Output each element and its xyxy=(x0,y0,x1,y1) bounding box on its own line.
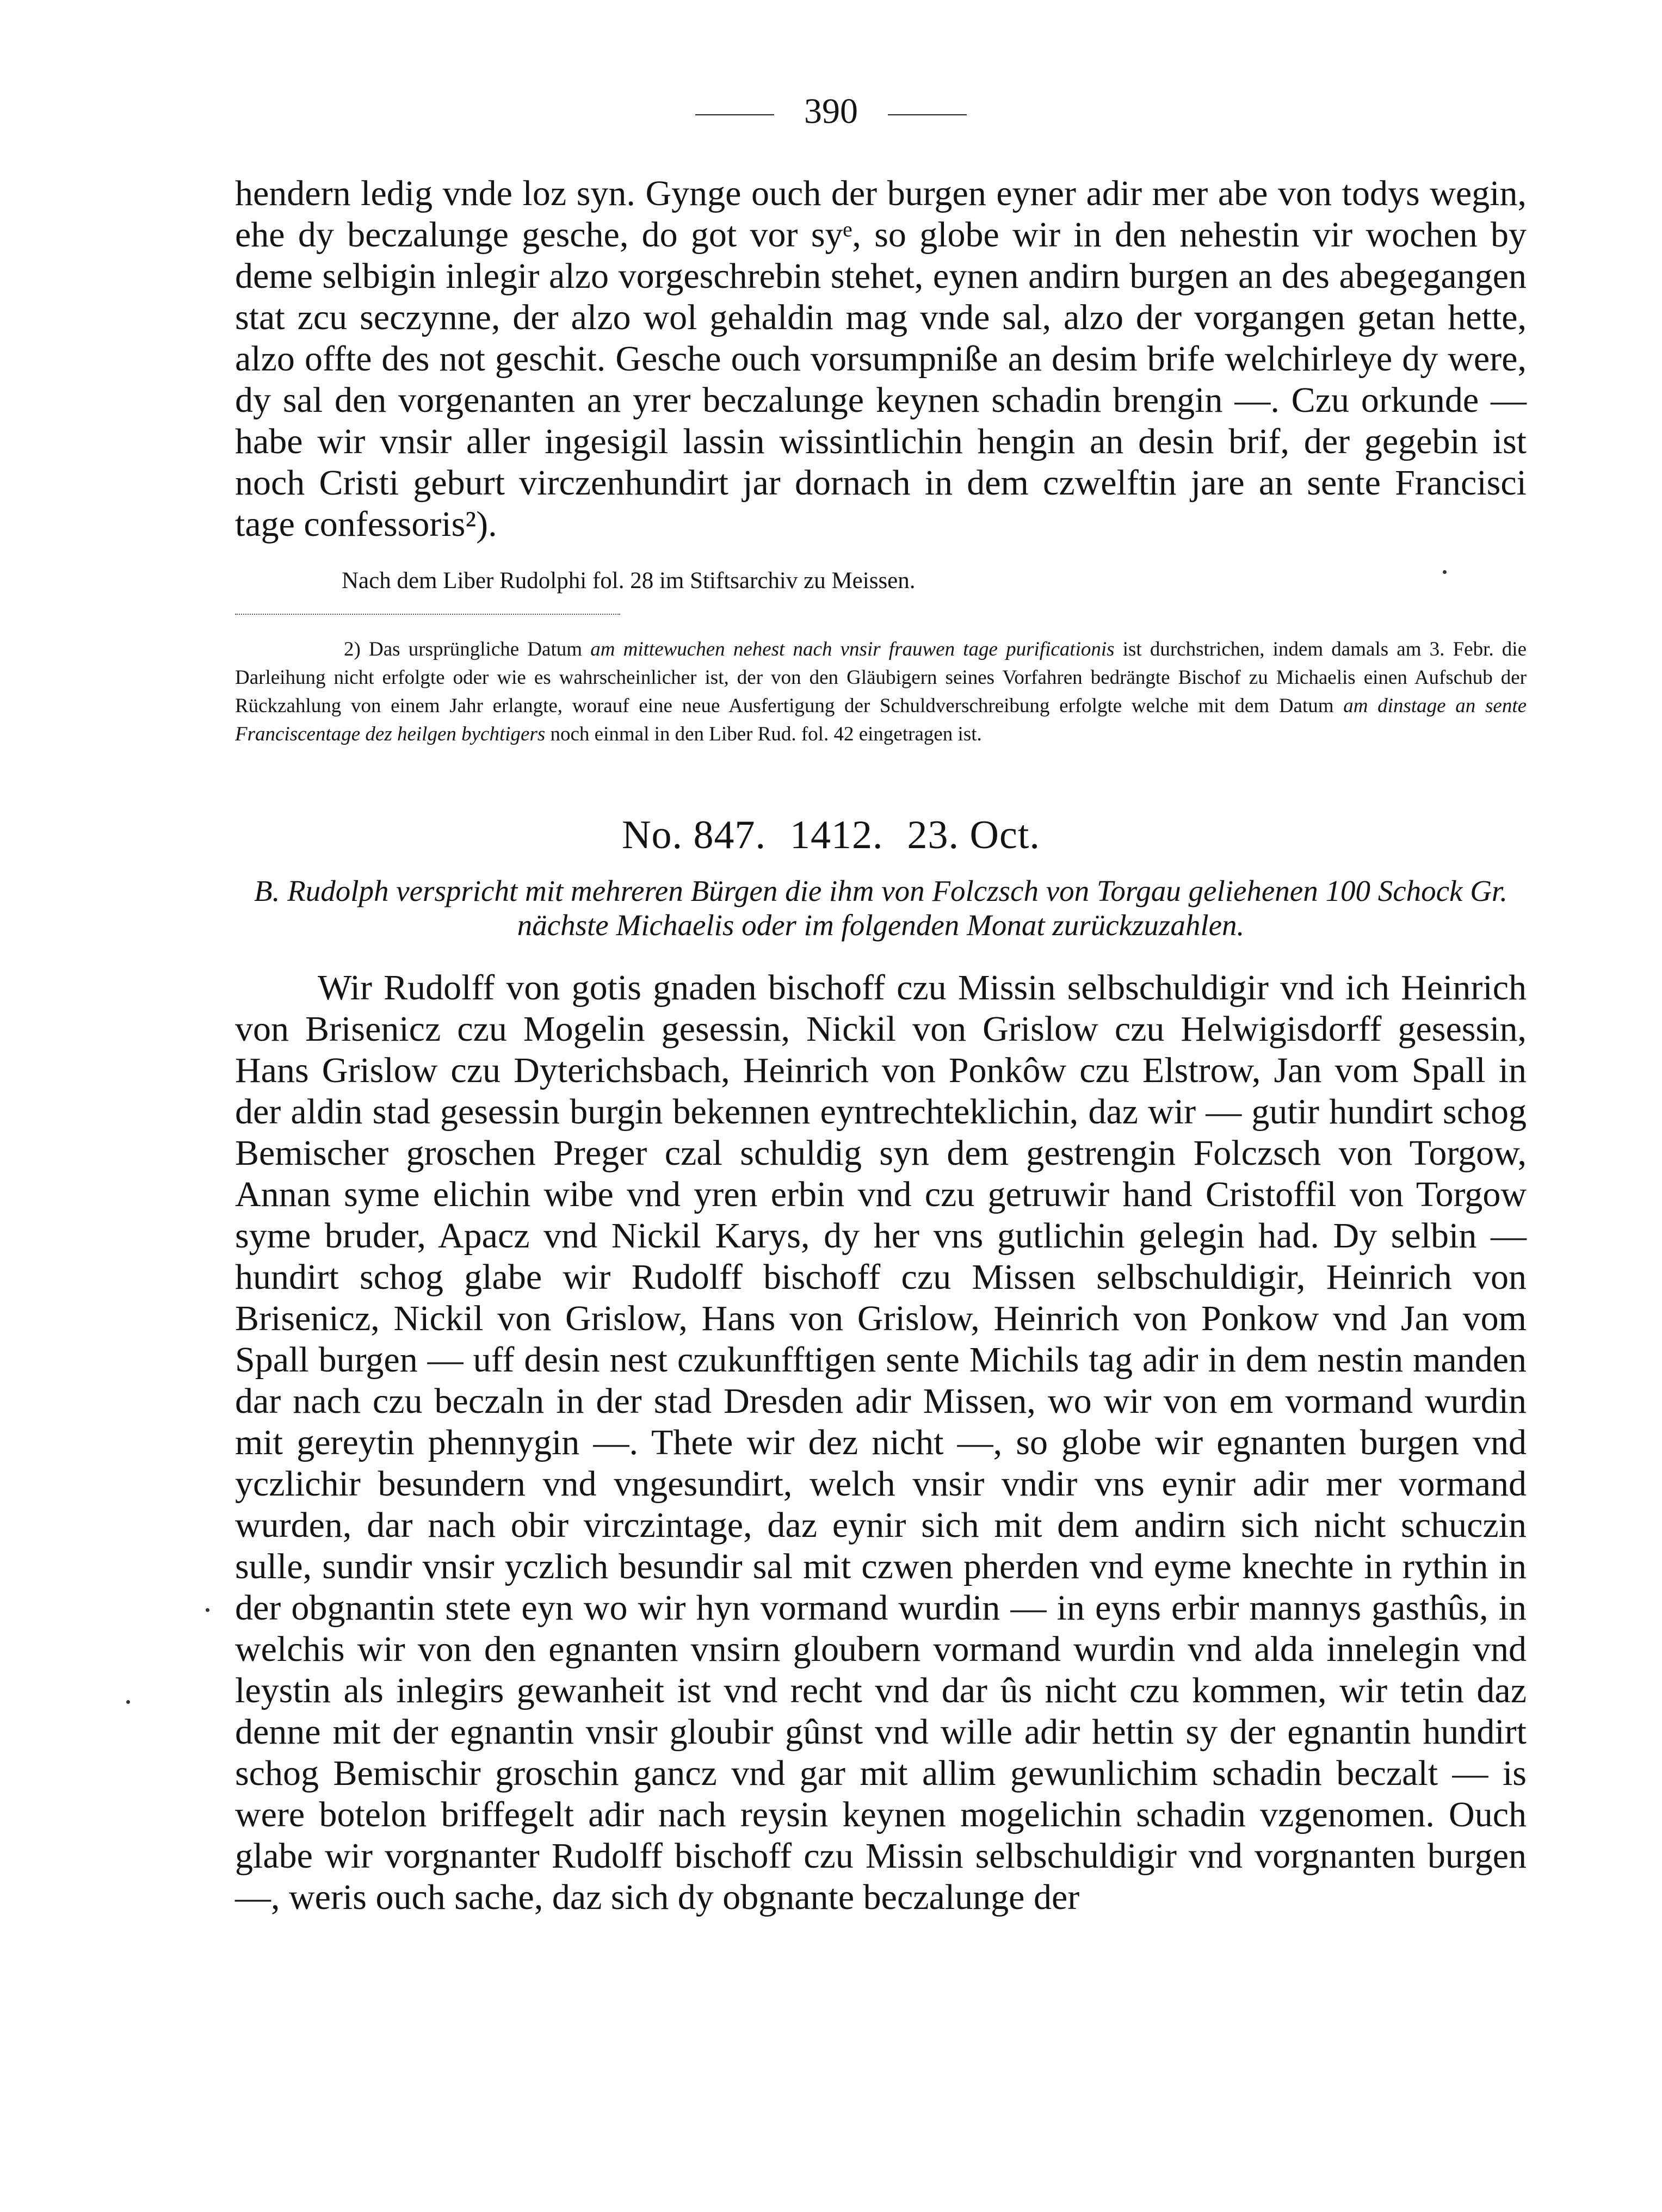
page-number-rule-right xyxy=(888,114,967,115)
stray-mark xyxy=(126,1700,130,1704)
footnote-italic-2: am dinstage an sente Franciscentage dez heilgen bychtigers xyxy=(235,695,1527,745)
document-number: No. 847. xyxy=(622,813,767,857)
footnote-italic-1: am mittewuchen nehest nach vnsir frauwen tage purificationis xyxy=(590,638,1115,660)
document-heading xyxy=(0,811,1662,860)
footnote-part-2: ist durchstrichen, indem damals am 3. Febr. die Darleihung nicht erfolgte oder wie es wahrscheinlicher ist, der von den Gläubigern seines Vorfahren bedrängte Bischof zu Michaelis einen Aufschub der Rückzahlung von einem Jahr erlangte, worauf eine neue Ausfertigung der Schuldverschreibung erfolgte welche mit dem Datum xyxy=(235,638,1527,717)
footnote-part-3: noch einmal in den Liber Rud. fol. 42 eingetragen ist. xyxy=(550,723,982,745)
document-date: 23. Oct. xyxy=(907,813,1040,857)
page-number-rule-left xyxy=(695,114,774,115)
footnote-text xyxy=(235,635,1527,749)
page-number-text: 390 xyxy=(804,91,858,131)
page-number xyxy=(0,87,1662,136)
document-year: 1412. xyxy=(790,813,883,857)
footnote-part-1: 2) Das ursprüngliche Datum xyxy=(344,638,583,660)
document-text: Wir Rudolff von gotis gnaden bischoff czu Missin selbschuldigir vnd ich Heinrich von Brisenicz czu Mogelin gesessin, Nickil von Grislow czu Helwigisdorff gesessin, Hans Grislow czu Dyterichsbach, Heinrich von Ponkôw czu Elstrow, Jan vom Spall in der aldin stad gesessin burgin bekennen eyntrechteklichin, daz wir — gutir hundirt schog Bemischer groschen Preger czal schuldig syn dem gestrengin Folczsch von Torgow, Annan syme elichin wibe vnd yren erbin vnd czu getruwir hand Cristoffil von Torgow syme bruder, Apacz vnd Nickil Karys, dy her vns gutlichin gelegin had. Dy selbin — hundirt schog glabe wir Rudolff bischoff czu Missen selbschuldigir, Heinrich von Brisenicz, Nickil von Grislow, Hans von Grislow, Heinrich von Ponkow vnd Jan vom Spall burgen — uff desin nest czukunfftigen sente Michils tag adir in dem nestin manden dar nach czu beczaln in der stad Dresden adir Missen, wo wir von em vormand wurdin mit gereytin phennygin —. Thete wir dez nicht —, so globe wir egnanten burgen vnd yczlichir besundern vnd vngesundirt, welch vnsir vndir vns eynir adir mer vormand wurden, dar nach obir virczintage, daz eynir sich mit dem andirn sich nicht schuczin sulle, sundir vnsir yczlich besundir sal mit czwen pherden vnd eyme knechte in rythin in der obgnantin stete eyn wo wir hyn vormand wurdin — in eyns erbir mannys gasthûs, in welchis wir von den egnanten vnsirn gloubern vormand wurdin vnd alda innelegin vnd leystin als inlegirs gewanheit ist vnd recht vnd dar ûs nicht czu kommen, wir tetin daz denne mit der egnantin vnsir gloubir gûnst vnd wille adir hettin sy der egnantin hundirt schog Bemischir groschin gancz vnd gar mit allim gewunlichim schadin beczalt — is were botelon briffegelt adir nach reysin keynen mogelichin schadin vzgenomen. Ouch glabe wir vorgnanter Rudolff bischoff czu Missin selbschuldigir vnd vorgnanten burgen —, weris ouch sache, daz sich dy obgnante beczalunge der xyxy=(235,968,1527,1917)
source-note: Nach dem Liber Rudolphi fol. 28 im Stiftsarchiv zu Meissen. xyxy=(342,568,916,594)
footnote-divider xyxy=(235,614,620,615)
stray-mark xyxy=(206,1608,209,1612)
continued-paragraph: hendern ledig vnde loz syn. Gynge ouch der burgen eyner adir mer abe von todys wegin, ehe dy beczalunge gesche, do got vor syᵉ, so globe wir in den nehestin vir wochen by deme selbigin inlegir alzo vorgeschrebin stehet, eynen andirn burgen an des abegegangen stat zcu seczynne, der alzo wol gehaldin mag vnde sal, alzo der vorgangen getan hette, alzo offte des not geschit. Gesche ouch vorsumpniße an desim brife welchirleye dy were, dy sal den vorgenanten an yrer beczalunge keynen schadin brengin —. Czu orkunde — habe wir vnsir aller ingesigil lassin wissintlichin hengin an desin brif, der gegebin ist noch Cristi geburt virczenhundirt jar dornach in dem czwelftin jare an sente Francisci tage confessoris²). xyxy=(235,174,1527,544)
document-summary: B. Rudolph verspricht mit mehreren Bürgen die ihm von Folczsch von Torgau geliehenen 100 Schock Gr. nächste Michaelis oder im folgenden Monat zurückzuzahlen. xyxy=(254,874,1507,942)
stray-mark xyxy=(1443,570,1447,574)
footnote xyxy=(235,635,1527,749)
